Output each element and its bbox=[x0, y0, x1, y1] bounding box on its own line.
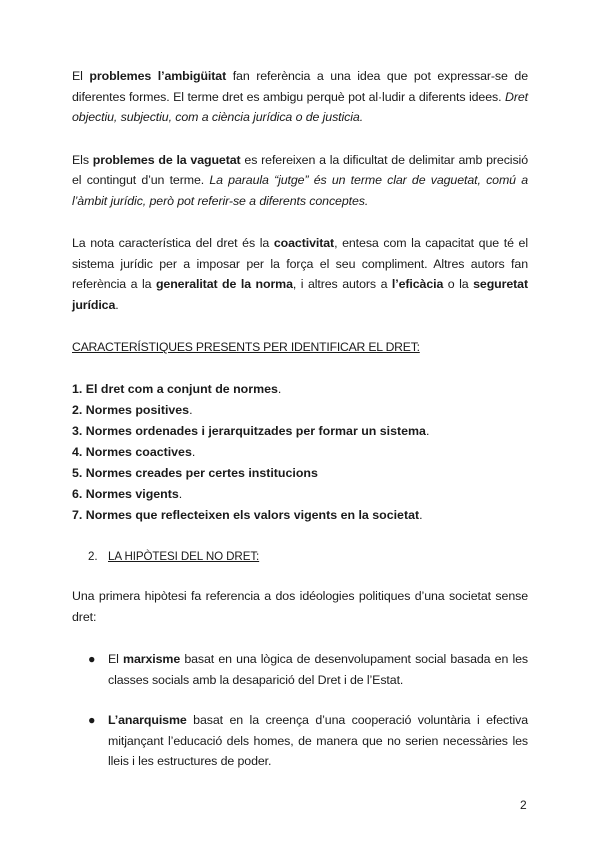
text-span: , i altres autors a bbox=[292, 277, 392, 291]
text-span: fan referència a una idea que pot expressar-se de diferentes formes. El terme dret es ambigu perquè pot al·ludir a diferents idees. bbox=[72, 69, 528, 104]
document-page bbox=[72, 66, 528, 792]
list-item bbox=[72, 710, 528, 772]
list-item bbox=[72, 379, 528, 400]
list-item-end: . bbox=[189, 403, 193, 417]
bullet-icon: ● bbox=[88, 713, 96, 727]
list-item-end: . bbox=[419, 508, 423, 522]
bullet-icon: ● bbox=[88, 652, 96, 666]
list-item-end: . bbox=[277, 382, 282, 396]
list-item-label: 1. El dret com a conjunt de normes bbox=[72, 382, 278, 396]
bold-term: marxisme bbox=[123, 652, 181, 666]
list-item-label: 3. Normes ordenades i jerarquitzades per formar un sistema bbox=[72, 424, 426, 438]
text-span: El bbox=[108, 652, 124, 666]
list-item-label: 7. Normes que reflecteixen els valors vigents en la societat bbox=[72, 508, 420, 522]
subsection-heading bbox=[88, 548, 528, 566]
text-span: es refereixen a la dificultat de delimitar amb precisió el contingut d’un terme. bbox=[72, 152, 528, 187]
characteristics-list bbox=[72, 379, 528, 526]
ideologies-list bbox=[72, 649, 528, 772]
bold-term: problemes l’ambigüitat bbox=[89, 69, 227, 83]
list-item bbox=[72, 463, 528, 484]
paragraph-ambiguitat bbox=[72, 66, 528, 128]
bullet-text bbox=[108, 649, 528, 690]
list-item-label: 2. Normes positives bbox=[72, 403, 190, 417]
bold-term: l’eficàcia bbox=[391, 277, 444, 291]
bold-term: coactivitat bbox=[273, 236, 335, 250]
list-item bbox=[72, 484, 528, 505]
subsection-number: 2. bbox=[88, 550, 98, 563]
italic-example: La paraula “jutge” és un terme clar de vaguetat, comú a l’àmbit jurídic, però pot referir-se a diferents conceptes. bbox=[72, 173, 528, 208]
text-span: . bbox=[115, 297, 119, 312]
list-item-label: 4. Normes coactives bbox=[72, 445, 192, 459]
list-item-end: . bbox=[178, 487, 183, 501]
italic-example: Dret objectiu, subjectiu, com a ciència jurídica o de justicia. bbox=[72, 89, 528, 124]
paragraph-hipotesi: Una primera hipòtesi fa referencia a dos idéologies politiques d’una societat sense dret: bbox=[72, 589, 528, 624]
list-item bbox=[72, 649, 528, 690]
paragraph-vaguetat bbox=[72, 150, 528, 212]
text-span: , entesa com la capacitat que té el sistema jurídic per a imposar per la força el seu compliment. Altres autors fan referència a la bbox=[72, 236, 528, 291]
section-heading: CARACTERÍSTIQUES PRESENTS PER IDENTIFICAR EL DRET: bbox=[72, 340, 420, 354]
bold-term: seguretat jurídica bbox=[72, 277, 528, 312]
list-item bbox=[72, 442, 528, 463]
bullet-text bbox=[108, 710, 528, 772]
page-number: 2 bbox=[520, 798, 527, 812]
text-span: o la bbox=[443, 277, 474, 291]
bold-term: L’anarquisme bbox=[108, 713, 187, 727]
text-span: La nota característica del dret és la bbox=[72, 236, 274, 250]
text-span: El bbox=[72, 69, 90, 83]
list-item-end: . bbox=[191, 445, 196, 459]
bold-term: problemes de la vaguetat bbox=[92, 152, 241, 167]
text-span: Els bbox=[72, 152, 93, 167]
text-span: basat en una lògica de desenvolupament social basada en les classes socials amb la desaparició del Dret i de l’Estat. bbox=[108, 652, 528, 687]
list-item bbox=[72, 505, 528, 526]
list-item-label: 5. Normes creades per certes institucions bbox=[72, 466, 318, 480]
list-item bbox=[72, 400, 528, 421]
bold-term: generalitat de la norma bbox=[155, 277, 293, 291]
list-item-label: 6. Normes vigents bbox=[72, 487, 179, 501]
text-span: basat en la creença d’una cooperació voluntària i efectiva mitjançant l’educació dels homes, de manera que no serien necessàries les lleis i les estructures de poder. bbox=[108, 713, 528, 768]
list-item-end: . bbox=[425, 424, 430, 438]
paragraph-coactivitat bbox=[72, 233, 528, 315]
subsection-title: LA HIPÒTESI DEL NO DRET: bbox=[108, 550, 260, 563]
list-item bbox=[72, 421, 528, 442]
